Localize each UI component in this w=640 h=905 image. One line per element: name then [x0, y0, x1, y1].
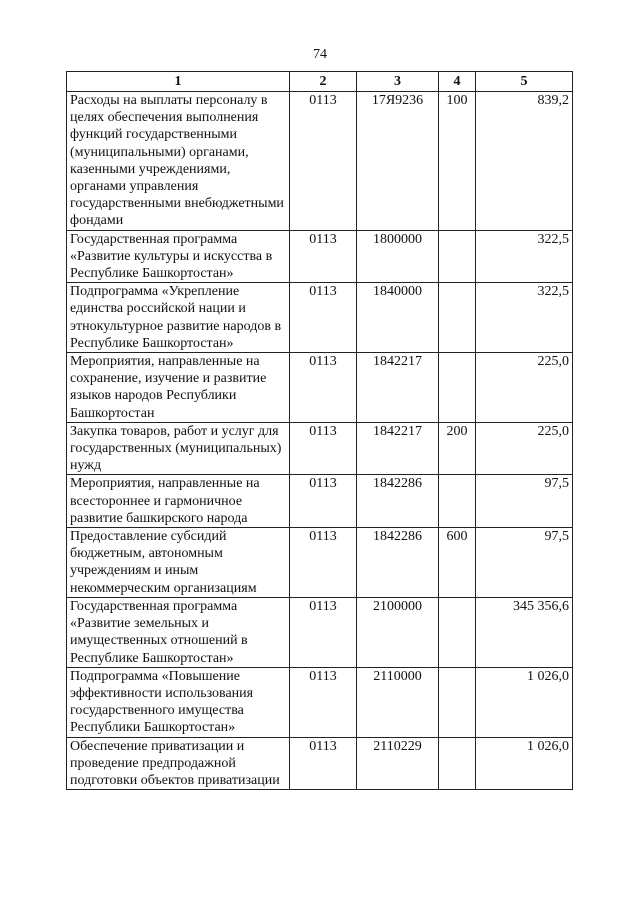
page-number: 74 [313, 47, 327, 62]
table-header-row [67, 72, 573, 92]
table-row [67, 230, 573, 283]
row-target-code: 1800000 [357, 230, 439, 283]
table-row [67, 353, 573, 423]
row-name: Государственная программа «Развитие земельных и имущественных отношений в Республике Башкортостан» [67, 597, 290, 667]
row-name: Подпрограмма «Повышение эффективности использования государственного имущества Республики Башкортостан» [67, 667, 290, 737]
row-amount: 345 356,6 [476, 597, 573, 667]
row-name: Государственная программа «Развитие культуры и искусства в Республике Башкортостан» [67, 230, 290, 283]
table-row [67, 528, 573, 598]
row-target-code: 1842286 [357, 528, 439, 598]
row-name: Подпрограмма «Укрепление единства российской нации и этнокультурное развитие народов в Республике Башкортостан» [67, 283, 290, 353]
row-amount: 839,2 [476, 92, 573, 231]
row-section-code: 0113 [290, 597, 357, 667]
row-expense-type [439, 737, 476, 790]
budget-table [66, 71, 573, 790]
row-name: Обеспечение приватизации и проведение предпродажной подготовки объектов приватизации [67, 737, 290, 790]
row-expense-type [439, 353, 476, 423]
row-expense-type: 200 [439, 422, 476, 475]
row-section-code: 0113 [290, 528, 357, 598]
row-target-code: 1842286 [357, 475, 439, 528]
row-target-code: 1842217 [357, 353, 439, 423]
table-row [67, 667, 573, 737]
row-amount: 322,5 [476, 230, 573, 283]
table-row [67, 422, 573, 475]
row-name: Предоставление субсидий бюджетным, автономным учреждениям и иным некоммерческим организациям [67, 528, 290, 598]
row-expense-type [439, 597, 476, 667]
table-row [67, 737, 573, 790]
row-section-code: 0113 [290, 737, 357, 790]
row-amount: 225,0 [476, 353, 573, 423]
row-section-code: 0113 [290, 283, 357, 353]
row-amount: 1 026,0 [476, 737, 573, 790]
row-name: Мероприятия, направленные на сохранение, изучение и развитие языков народов Республики Башкортостан [67, 353, 290, 423]
header-col-2: 2 [290, 72, 357, 92]
header-col-4: 4 [439, 72, 476, 92]
row-target-code: 1842217 [357, 422, 439, 475]
row-target-code: 2110000 [357, 667, 439, 737]
row-target-code: 2110229 [357, 737, 439, 790]
row-amount: 225,0 [476, 422, 573, 475]
row-section-code: 0113 [290, 92, 357, 231]
row-amount: 97,5 [476, 475, 573, 528]
table-row [67, 92, 573, 231]
table-row [67, 475, 573, 528]
row-section-code: 0113 [290, 353, 357, 423]
table-row [67, 597, 573, 667]
header-col-1: 1 [67, 72, 290, 92]
row-target-code: 1840000 [357, 283, 439, 353]
header-col-3: 3 [357, 72, 439, 92]
row-expense-type [439, 283, 476, 353]
row-section-code: 0113 [290, 422, 357, 475]
row-expense-type: 600 [439, 528, 476, 598]
header-col-5: 5 [476, 72, 573, 92]
row-expense-type: 100 [439, 92, 476, 231]
row-section-code: 0113 [290, 667, 357, 737]
row-target-code: 17Я9236 [357, 92, 439, 231]
row-expense-type [439, 667, 476, 737]
row-section-code: 0113 [290, 475, 357, 528]
row-name: Расходы на выплаты персоналу в целях обеспечения выполнения функций государственными (муниципальными) органами, казенными учреждениями, органами управления государственными внебюджетными фондами [67, 92, 290, 231]
row-amount: 97,5 [476, 528, 573, 598]
row-amount: 1 026,0 [476, 667, 573, 737]
row-expense-type [439, 475, 476, 528]
table-row [67, 283, 573, 353]
row-expense-type [439, 230, 476, 283]
row-section-code: 0113 [290, 230, 357, 283]
row-target-code: 2100000 [357, 597, 439, 667]
row-name: Закупка товаров, работ и услуг для государственных (муниципальных) нужд [67, 422, 290, 475]
row-amount: 322,5 [476, 283, 573, 353]
row-name: Мероприятия, направленные на всестороннее и гармоничное развитие башкирского народа [67, 475, 290, 528]
